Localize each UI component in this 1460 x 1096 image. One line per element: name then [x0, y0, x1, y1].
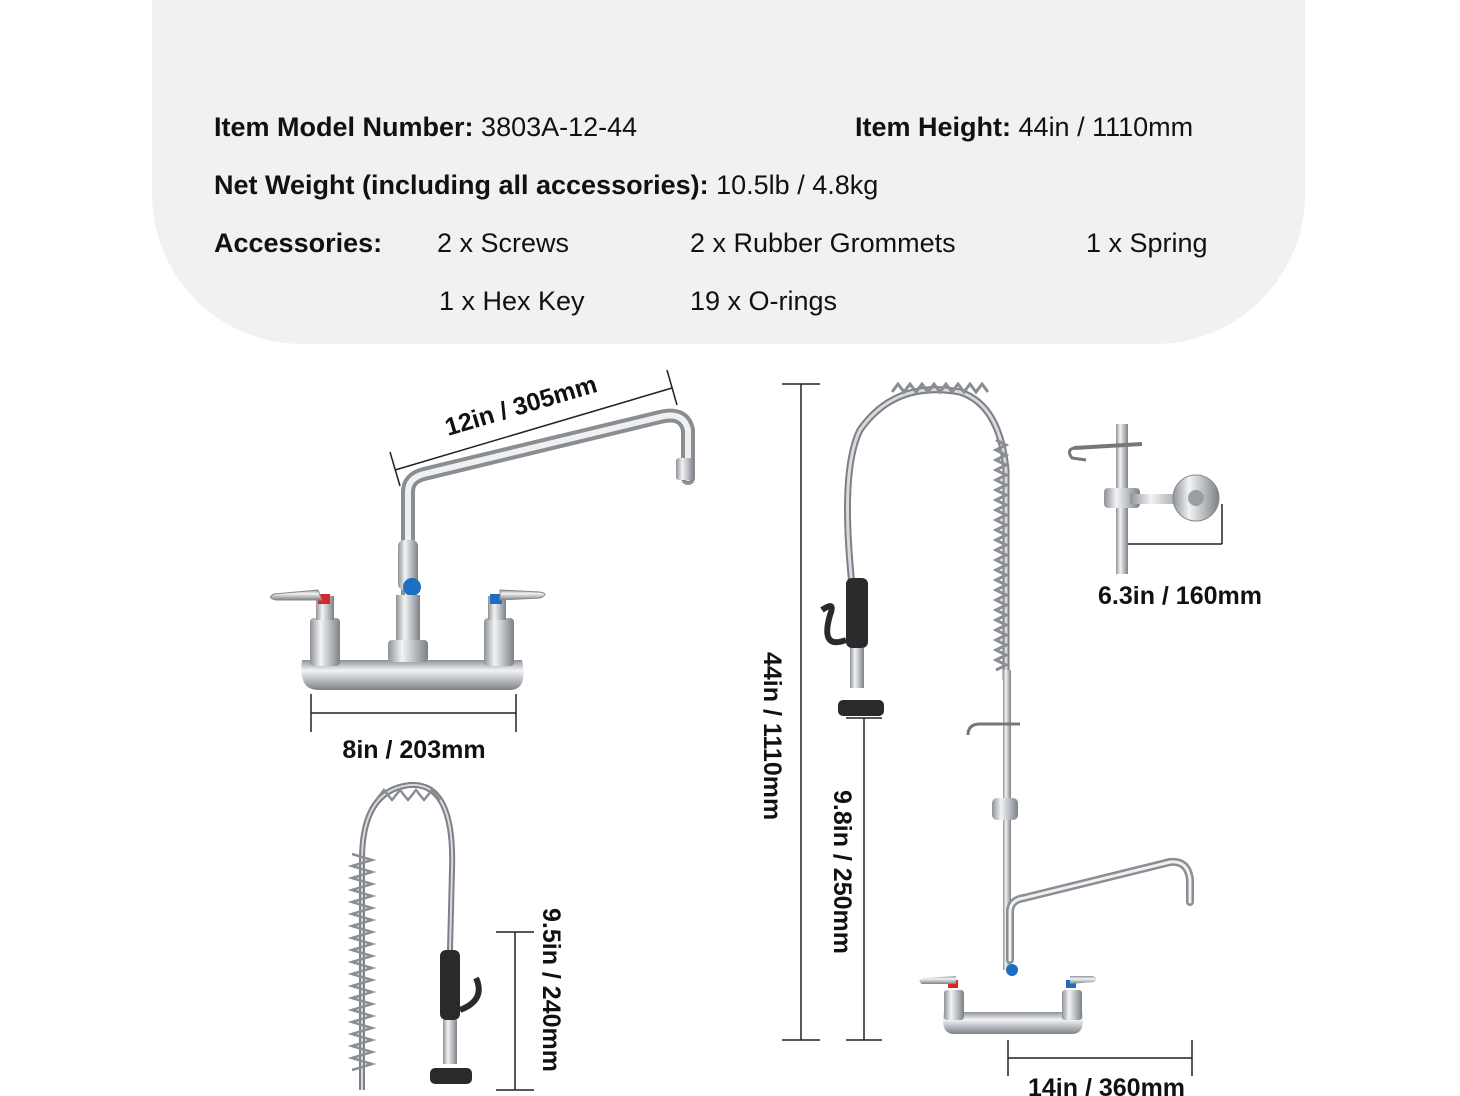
spout-length-label: 12in / 305mm — [441, 370, 601, 442]
item-height-label: Item Height: — [855, 112, 1012, 142]
item-height-value: 44in / 1110mm — [1018, 112, 1194, 142]
base-width-dimension — [1008, 1040, 1192, 1096]
cold-indicator-icon — [1006, 964, 1018, 976]
model-number-value: 3803A-12-44 — [481, 112, 638, 142]
accessory-item: 19 x O-rings — [690, 286, 838, 316]
spray-grip-icon — [440, 950, 460, 1020]
wall-mount-faucet-illustration — [270, 416, 694, 690]
spray-valve-length-label: 9.5in / 240mm — [537, 908, 565, 1072]
accessory-item: 2 x Screws — [437, 228, 570, 258]
cold-indicator-icon — [403, 578, 421, 596]
spray-valve-length-dimension — [496, 908, 565, 1090]
hose-drop-label: 9.8in / 250mm — [828, 790, 856, 954]
accessory-item: 1 x Spring — [1086, 228, 1208, 258]
faucet-width-label: 8in / 203mm — [342, 736, 486, 764]
accessory-item: 1 x Hex Key — [439, 286, 585, 316]
net-weight-label: Net Weight (including all accessories): — [214, 170, 709, 200]
faucet-width-dimension — [311, 694, 516, 764]
wall-bracket-illustration — [1069, 424, 1219, 574]
net-weight-value: 10.5lb / 4.8kg — [716, 170, 879, 200]
total-height-dimension — [758, 384, 820, 1040]
base-width-label: 14in / 360mm — [1028, 1074, 1186, 1096]
spray-grip-icon — [846, 578, 868, 648]
hose-drop-dimension — [828, 718, 882, 1040]
accessory-item: 2 x Rubber Grommets — [690, 228, 956, 258]
total-height-label: 44in / 1110mm — [758, 652, 786, 821]
bracket-depth-label: 6.3in / 160mm — [1098, 582, 1262, 610]
model-number-label: Item Model Number: — [214, 112, 474, 142]
pre-rinse-unit-illustration — [822, 384, 1190, 1034]
spray-valve-assembly-illustration — [352, 785, 479, 1090]
accessories-label: Accessories: — [214, 228, 383, 258]
